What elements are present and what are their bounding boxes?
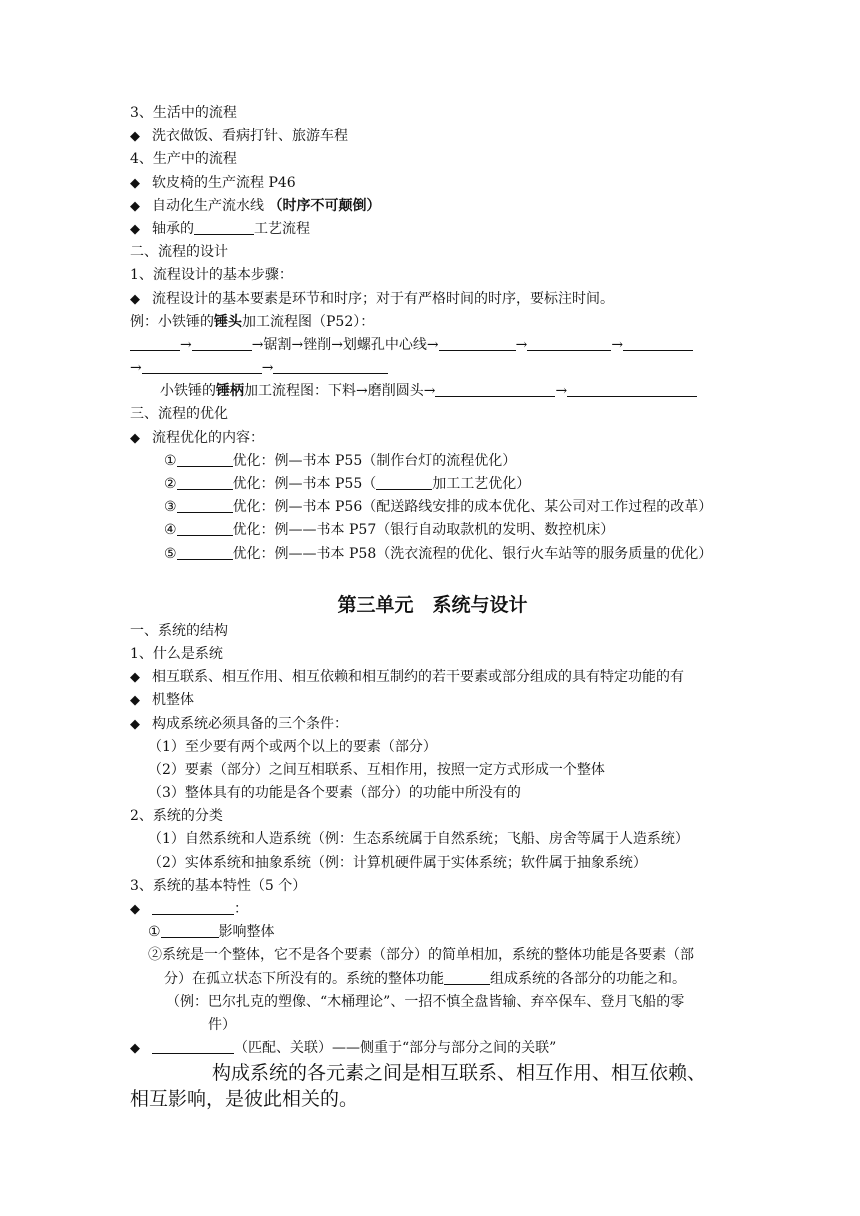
hammer-handle-term: 锤柄 [216, 383, 244, 400]
optimization-item [130, 519, 735, 542]
bearing-prefix: 轴承的 [152, 220, 194, 237]
optimization-item [130, 496, 735, 519]
flow-steps: 锯割→锉削→划螺孔中心线→ [263, 336, 439, 353]
assembly-line-note: （时序不可颠倒） [268, 197, 381, 214]
item-text: 优化：例—书本 P55（制作台灯的流程优化） [232, 452, 517, 469]
document-page [130, 102, 735, 1112]
item-number: ① [148, 924, 161, 941]
hammer-handle-flow [130, 380, 735, 403]
hammer-head-flow-line1 [130, 334, 735, 357]
bullet-chair-process: ◆ 软皮椅的生产流程 P46 [130, 172, 735, 195]
item-text: 优化：例——书本 P58（洗衣流程的优化、银行火车站等的服务质量的优化） [232, 545, 713, 562]
item-text: 分）在孤立状态下所没有的。系统的整体功能 [164, 970, 444, 987]
item-text: 优化：例——书本 P57（银行自动取款机的发明、数控机床） [232, 522, 615, 539]
blank [177, 474, 233, 490]
item-number: ④ [164, 522, 177, 539]
relevance-statement-cont: 相互影响，是彼此相关的。 [130, 1088, 359, 1111]
bullet-optimization-content: ◆ 流程优化的内容： [130, 427, 735, 450]
item-text: 优化：例—书本 P55（ [232, 476, 377, 492]
blank [567, 381, 697, 397]
example-suffix: 加工流程图（P52）： [242, 313, 375, 330]
optimization-item [130, 450, 735, 473]
colon: ： [234, 901, 248, 917]
blank [152, 1038, 234, 1054]
bullet-life-examples: ◆ 洗衣做饭、看病打针、旅游车程 [130, 125, 735, 148]
unit-title: 第三单元 系统与设计 [337, 593, 528, 616]
arrow: → [251, 336, 264, 353]
hammer-head-example [130, 311, 735, 334]
property-point-1 [130, 921, 735, 944]
bullet-relevance [130, 1037, 735, 1060]
item-text: 组成系统的各部分的功能之和。 [490, 970, 686, 987]
blank [273, 358, 388, 374]
heading-process-optimization: 三、流程的优化 [130, 406, 228, 423]
bullet-bearing [130, 218, 735, 241]
condition-item: （2）要素（部分）之间互相联系、互相作用，按照一定方式形成一个整体 [148, 761, 605, 778]
relevance-statement: 构成系统的各元素之间是相互联系、相互作用、相互依赖、 [212, 1062, 707, 1085]
condition-item: （3）整体具有的功能是各个要素（部分）的功能中所没有的 [148, 785, 521, 802]
heading-production-process: 4、生产中的流程 [130, 151, 237, 168]
blank [192, 335, 252, 351]
arrow: → [555, 383, 568, 400]
item-text: 影响整体 [218, 924, 275, 941]
item-number: ① [164, 452, 177, 469]
hammer-head-flow-line2 [130, 357, 735, 380]
blank [623, 335, 693, 351]
arrow: → [261, 360, 274, 377]
property-example-cont: 件） [208, 1016, 236, 1033]
heading-process-design: 二、流程的设计 [130, 244, 228, 261]
blank [194, 219, 254, 235]
optimization-item [130, 473, 735, 496]
blank [177, 544, 233, 560]
blank [376, 474, 432, 490]
hammer-head-term: 锤头 [214, 313, 242, 330]
optimization-item [130, 543, 735, 566]
handle-prefix: 小铁锤的 [160, 383, 216, 400]
bullet-system-definition-cont [130, 689, 735, 712]
arrow: → [611, 336, 624, 353]
blank [130, 335, 180, 351]
bullet-three-conditions: ◆ 构成系统必须具备的三个条件： [130, 713, 735, 736]
property-point-2-cont [130, 968, 735, 991]
blank [161, 922, 219, 938]
condition-item: （1）至少要有两个或两个以上的要素（部分） [148, 738, 437, 755]
classification-item: （1）自然系统和人造系统（例：生态系统属于自然系统；飞船、房舍等属于人造系统） [148, 831, 689, 848]
bullet-design-elements: ◆ 流程设计的基本要素是环节和时序；对于有严格时间的时序，要标注时间。 [130, 288, 735, 311]
definition-cont: 机整体 [152, 692, 194, 709]
arrow: → [180, 336, 192, 353]
item-text: 优化：例—书本 P56（配送路线安排的成本优化、某公司对工作过程的改革） [232, 499, 713, 516]
classification-item: （2）实体系统和抽象系统（例：计算机硬件属于实体系统；软件属于抽象系统） [148, 854, 647, 871]
bullet-property-blank [130, 898, 735, 921]
bearing-suffix: 工艺流程 [254, 220, 310, 237]
item-number: ③ [164, 499, 177, 516]
property-point-2: ②系统是一个整体，它不是各个要素（部分）的简单相加，系统的整体功能是各要素（部 [148, 947, 694, 964]
item-number: ② [164, 476, 177, 492]
blank [435, 381, 555, 397]
blank [439, 335, 516, 351]
blank [152, 899, 234, 915]
item-text: 加工工艺优化） [432, 476, 531, 492]
blank [142, 358, 262, 374]
blank [177, 497, 233, 513]
assembly-line-text: 自动化生产流水线 [152, 197, 269, 214]
heading-what-is-system: 1、什么是系统 [130, 645, 223, 662]
property-example: （例：巴尔扎克的塑像、“木桶理论”、一招不慎全盘皆输、弃卒保车、登月飞船的零 [166, 993, 685, 1010]
blank [177, 451, 233, 467]
bullet-assembly-line [130, 195, 735, 218]
relevance-text: （匹配、关联）——侧重于“部分与部分之间的关联” [234, 1040, 557, 1057]
item-number: ⑤ [164, 545, 177, 562]
heading-system-properties: 3、系统的基本特性（5 个） [130, 877, 307, 894]
blank [177, 520, 233, 536]
blank [444, 969, 490, 985]
arrow: → [130, 360, 142, 377]
bullet-system-definition: ◆ 相互联系、相互作用、相互依赖和相互制约的若干要素或部分组成的具有特定功能的有 [130, 666, 735, 689]
handle-steps: 加工流程图：下料→磨削圆头→ [244, 383, 436, 400]
heading-design-steps: 1、流程设计的基本步骤： [130, 267, 293, 284]
example-prefix: 例：小铁锤的 [130, 313, 214, 330]
heading-system-classification: 2、系统的分类 [130, 808, 223, 825]
heading-system-structure: 一、系统的结构 [130, 622, 228, 639]
arrow: → [515, 336, 528, 353]
heading-life-process: 3、生活中的流程 [130, 105, 237, 121]
blank [527, 335, 611, 351]
